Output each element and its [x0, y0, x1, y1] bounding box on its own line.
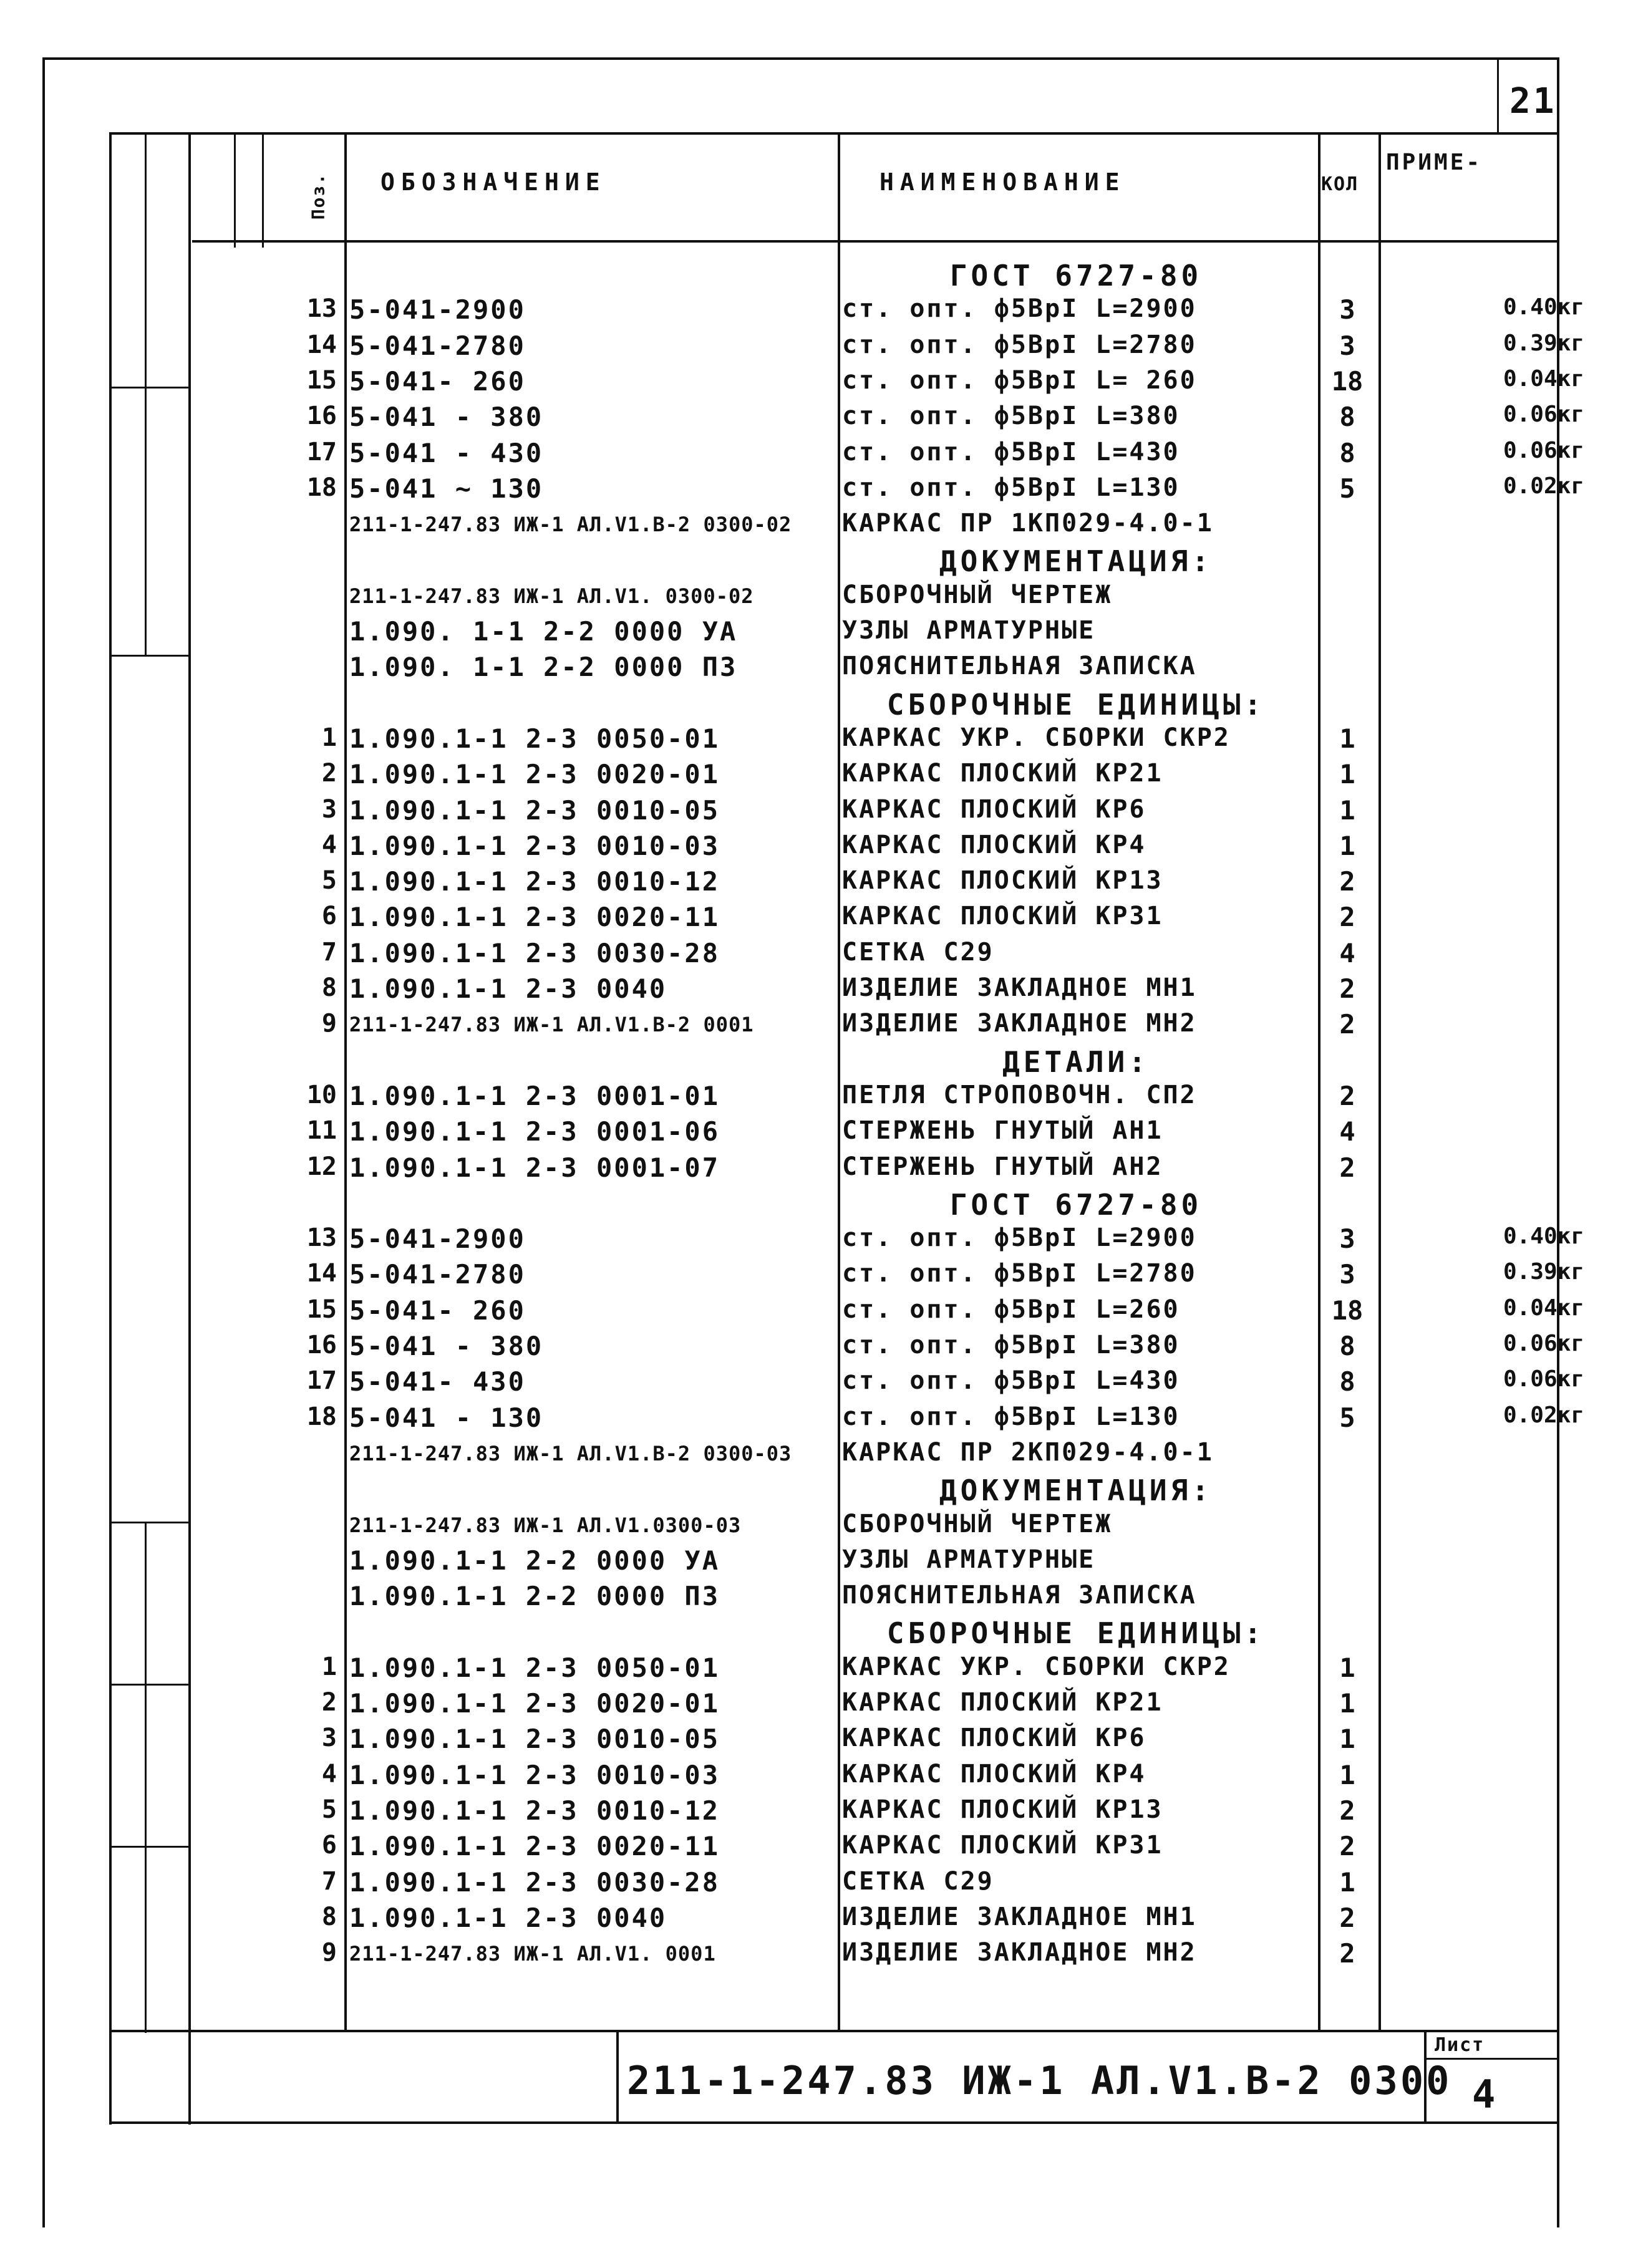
- row-name: КАРКАС УКР. СБОРКИ СКР2: [842, 1653, 1231, 1681]
- row-position: 1: [321, 723, 337, 752]
- table-row: [0, 438, 1628, 473]
- row-name: КАРКАС ПЛОСКИЙ КР31: [842, 902, 1163, 930]
- row-name: ИЗДЕЛИЕ ЗАКЛАДНОЕ МН1: [842, 973, 1197, 1002]
- table-row: [0, 1045, 1628, 1081]
- row-quantity: 3: [1339, 294, 1355, 325]
- table-row: [0, 1331, 1628, 1366]
- row-note: 0.06кг: [1503, 1366, 1584, 1392]
- table-row: [0, 1474, 1628, 1509]
- row-quantity: 1: [1339, 795, 1355, 826]
- row-quantity: 3: [1339, 331, 1355, 361]
- table-row: [0, 1616, 1628, 1652]
- row-position: 4: [321, 831, 337, 859]
- row-designation: 5-041 - 130: [349, 1402, 544, 1433]
- row-quantity: 3: [1339, 1259, 1355, 1290]
- row-designation: 211-1-247.83 ИЖ-1 АЛ.V1.В-2 0300-03: [349, 1442, 792, 1465]
- table-row: [0, 1366, 1628, 1402]
- strip-line-5: [262, 132, 264, 248]
- table-bottom-line: [109, 2030, 1559, 2032]
- table-row: [0, 652, 1628, 687]
- header-qty: КОЛ: [1321, 173, 1359, 195]
- row-name: КАРКАС ПЛОСКИЙ КР21: [842, 759, 1163, 788]
- row-quantity: 2: [1339, 1795, 1355, 1826]
- row-name: СТЕРЖЕНЬ ГНУТЫЙ АН1: [842, 1116, 1163, 1145]
- table-row: [0, 938, 1628, 973]
- document-code: 211-1-247.83 ИЖ-1 АЛ.V1.В-2 0300: [627, 2058, 1452, 2103]
- title-block-sep-1: [616, 2030, 619, 2123]
- row-designation: 1.090.1-1 2-3 0040: [349, 1903, 667, 1933]
- table-row: [0, 1867, 1628, 1903]
- row-designation: 5-041-2900: [349, 1223, 526, 1254]
- row-position: 15: [306, 366, 337, 395]
- table-row: [0, 866, 1628, 902]
- row-name: ИЗДЕЛИЕ ЗАКЛАДНОЕ МН2: [842, 1938, 1197, 1967]
- row-designation: 1.090.1-1 2-2 0000 ПЗ: [349, 1581, 720, 1611]
- row-designation: 5-041 - 380: [349, 402, 544, 432]
- row-name: ст. опт. ф5ВрI L=130: [842, 473, 1180, 502]
- row-name: КАРКАС ПЛОСКИЙ КР21: [842, 1688, 1163, 1717]
- row-position: 2: [321, 1688, 337, 1717]
- row-quantity: 1: [1339, 1688, 1355, 1719]
- row-designation: 1.090.1-1 2-2 0000 УА: [349, 1545, 720, 1576]
- row-position: 7: [321, 938, 337, 967]
- table-row: [0, 759, 1628, 794]
- header-bottom-line: [192, 240, 1559, 243]
- table-row: [0, 1510, 1628, 1545]
- row-section-heading: СБОРОЧНЫЕ ЕДИНИЦЫ:: [886, 688, 1266, 721]
- row-quantity: 1: [1339, 759, 1355, 789]
- row-designation: 5-041 ~ 130: [349, 473, 544, 504]
- row-designation: 211-1-247.83 ИЖ-1 АЛ.V1.В-2 0300-02: [349, 513, 792, 536]
- table-row: [0, 1116, 1628, 1152]
- page-bottom-line: [109, 2121, 1559, 2124]
- table-row: [0, 1545, 1628, 1581]
- row-name: КАРКАС ПЛОСКИЙ КР13: [842, 1795, 1163, 1824]
- row-designation: 5-041 - 430: [349, 438, 544, 468]
- row-quantity: 1: [1339, 1760, 1355, 1790]
- row-designation: 5-041- 260: [349, 1295, 526, 1326]
- row-designation: 1.090.1-1 2-3 0010-03: [349, 831, 720, 861]
- row-name: ИЗДЕЛИЕ ЗАКЛАДНОЕ МН1: [842, 1903, 1197, 1931]
- row-note: 0.40кг: [1503, 294, 1584, 320]
- row-quantity: 8: [1339, 1366, 1355, 1397]
- row-quantity: 8: [1339, 1331, 1355, 1361]
- row-position: 14: [306, 1259, 337, 1288]
- row-name: КАРКАС УКР. СБОРКИ СКР2: [842, 723, 1231, 752]
- row-designation: 5-041- 430: [349, 1366, 526, 1397]
- row-section-heading: ДОКУМЕНТАЦИЯ:: [939, 544, 1213, 578]
- row-position: 10: [306, 1081, 337, 1109]
- row-position: 6: [321, 1831, 337, 1860]
- table-row: [0, 1081, 1628, 1116]
- table-row: [0, 1653, 1628, 1688]
- row-name: ПЕТЛЯ СТРОПОВОЧН. СП2: [842, 1081, 1197, 1109]
- row-name: КАРКАС ПЛОСКИЙ КР4: [842, 1760, 1146, 1788]
- row-quantity: 1: [1339, 723, 1355, 754]
- row-position: 8: [321, 1903, 337, 1931]
- table-row: [0, 723, 1628, 759]
- row-name: ст. опт. ф5ВрI L=2780: [842, 1259, 1197, 1288]
- row-section-heading: ДОКУМЕНТАЦИЯ:: [939, 1474, 1213, 1507]
- table-row: [0, 1795, 1628, 1831]
- row-quantity: 1: [1339, 831, 1355, 861]
- table-row: [0, 1188, 1628, 1223]
- row-name: КАРКАС ПЛОСКИЙ КР4: [842, 831, 1146, 859]
- table-row: [0, 402, 1628, 437]
- table-row: [0, 1831, 1628, 1866]
- table-row: [0, 1724, 1628, 1759]
- row-designation: 1.090.1-1 2-3 0010-05: [349, 1724, 720, 1754]
- row-position: 6: [321, 902, 337, 930]
- row-designation: 1.090.1-1 2-3 0001-01: [349, 1081, 720, 1111]
- row-designation: 1.090.1-1 2-3 0010-12: [349, 866, 720, 897]
- row-note: 0.06кг: [1503, 402, 1584, 427]
- header-pos-label: Поз.: [308, 172, 329, 220]
- row-note: 0.06кг: [1503, 438, 1584, 463]
- sheet-label: Лист: [1435, 2034, 1485, 2056]
- row-name: СБОРОЧНЫЙ ЧЕРТЕЖ: [842, 581, 1113, 609]
- row-position: 15: [306, 1295, 337, 1324]
- row-designation: 5-041-2780: [349, 1259, 526, 1290]
- row-quantity: 2: [1339, 902, 1355, 932]
- row-quantity: 2: [1339, 1938, 1355, 1969]
- row-designation: 1.090.1-1 2-3 0001-06: [349, 1116, 720, 1147]
- row-position: 18: [306, 1402, 337, 1431]
- row-name: ст. опт. ф5ВрI L= 260: [842, 366, 1197, 395]
- table-row: [0, 1438, 1628, 1474]
- row-name: КАРКАС ПР 1КП029-4.0-1: [842, 509, 1214, 538]
- table-row: [0, 581, 1628, 616]
- table-row: [0, 473, 1628, 509]
- table-row: [0, 1295, 1628, 1331]
- row-position: 4: [321, 1760, 337, 1788]
- row-quantity: 2: [1339, 1831, 1355, 1861]
- table-row: [0, 795, 1628, 831]
- sheet-corner-number: 21: [1509, 81, 1557, 122]
- row-designation: 1.090.1-1 2-3 0020-01: [349, 1688, 720, 1719]
- corner-box-left: [1497, 57, 1499, 133]
- row-section-heading: ГОСТ 6727-80: [949, 1188, 1203, 1222]
- table-row: [0, 509, 1628, 544]
- row-name: ст. опт. ф5ВрI L=2900: [842, 294, 1197, 323]
- row-designation: 1.090.1-1 2-3 0020-11: [349, 902, 720, 932]
- row-designation: 1.090.1-1 2-3 0001-07: [349, 1152, 720, 1183]
- row-position: 3: [321, 1724, 337, 1752]
- row-designation: 1.090. 1-1 2-2 0000 ПЗ: [349, 652, 738, 682]
- row-position: 16: [306, 402, 337, 430]
- row-quantity: 5: [1339, 473, 1355, 504]
- row-name: ст. опт. ф5ВрI L=2900: [842, 1223, 1197, 1252]
- row-name: УЗЛЫ АРМАТУРНЫЕ: [842, 1545, 1096, 1574]
- row-name: СЕТКА С29: [842, 1867, 994, 1896]
- row-quantity: 4: [1339, 1116, 1355, 1147]
- row-designation: 5-041- 260: [349, 366, 526, 397]
- row-name: ПОЯСНИТЕЛЬНАЯ ЗАПИСКА: [842, 652, 1197, 680]
- row-designation: 1.090.1-1 2-3 0010-03: [349, 1760, 720, 1790]
- table-row: [0, 973, 1628, 1009]
- table-row: [0, 366, 1628, 402]
- row-designation: 5-041-2780: [349, 331, 526, 361]
- row-note: 0.06кг: [1503, 1331, 1584, 1356]
- table-row: [0, 1009, 1628, 1045]
- table-row: [0, 544, 1628, 580]
- row-position: 2: [321, 759, 337, 788]
- row-quantity: 2: [1339, 1903, 1355, 1933]
- row-position: 8: [321, 973, 337, 1002]
- table-row: [0, 1581, 1628, 1616]
- row-name: СБОРОЧНЫЙ ЧЕРТЕЖ: [842, 1510, 1113, 1538]
- table-top-line: [109, 132, 1559, 135]
- table-row: [0, 259, 1628, 294]
- header-note: ПРИМЕ-: [1386, 150, 1483, 175]
- row-name: ИЗДЕЛИЕ ЗАКЛАДНОЕ МН2: [842, 1009, 1197, 1038]
- row-name: КАРКАС ПЛОСКИЙ КР6: [842, 795, 1146, 824]
- row-position: 5: [321, 1795, 337, 1824]
- row-name: ст. опт. ф5ВрI L=380: [842, 402, 1180, 430]
- row-position: 16: [306, 1331, 337, 1359]
- row-name: ст. опт. ф5ВрI L=2780: [842, 331, 1197, 359]
- strip-line-4: [234, 132, 236, 248]
- row-position: 17: [306, 438, 337, 466]
- row-position: 11: [306, 1116, 337, 1145]
- row-position: 14: [306, 331, 337, 359]
- row-position: 5: [321, 866, 337, 895]
- row-designation: 1.090.1-1 2-3 0010-05: [349, 795, 720, 826]
- sheet-number: 4: [1472, 2072, 1498, 2117]
- row-quantity: 8: [1339, 402, 1355, 432]
- row-name: ст. опт. ф5ВрI L=380: [842, 1331, 1180, 1359]
- row-designation: 211-1-247.83 ИЖ-1 АЛ.V1. 0300-02: [349, 584, 754, 608]
- row-designation: 211-1-247.83 ИЖ-1 АЛ.V1.0300-03: [349, 1513, 742, 1537]
- table-row: [0, 1903, 1628, 1938]
- row-name: КАРКАС ПЛОСКИЙ КР13: [842, 866, 1163, 895]
- row-name: ст. опт. ф5ВрI L=430: [842, 438, 1180, 466]
- row-quantity: 2: [1339, 973, 1355, 1004]
- row-name: СЕТКА С29: [842, 938, 994, 967]
- row-quantity: 4: [1339, 938, 1355, 968]
- row-position: 9: [321, 1938, 337, 1967]
- table-row: [0, 1152, 1628, 1188]
- table-row: [0, 1223, 1628, 1259]
- row-quantity: 2: [1339, 1152, 1355, 1183]
- row-name: ПОЯСНИТЕЛЬНАЯ ЗАПИСКА: [842, 1581, 1197, 1609]
- table-row: [0, 1688, 1628, 1724]
- row-quantity: 1: [1339, 1724, 1355, 1754]
- row-section-heading: СБОРОЧНЫЕ ЕДИНИЦЫ:: [886, 1616, 1266, 1650]
- row-name: СТЕРЖЕНЬ ГНУТЫЙ АН2: [842, 1152, 1163, 1181]
- row-position: 9: [321, 1009, 337, 1038]
- table-row: [0, 902, 1628, 937]
- row-designation: 1.090.1-1 2-3 0030-28: [349, 1867, 720, 1898]
- row-designation: 1.090. 1-1 2-2 0000 УА: [349, 616, 738, 647]
- row-note: 0.39кг: [1503, 1259, 1584, 1285]
- table-row: [0, 831, 1628, 866]
- row-quantity: 2: [1339, 866, 1355, 897]
- row-quantity: 18: [1331, 1295, 1364, 1326]
- table-row: [0, 1402, 1628, 1438]
- row-position: 12: [306, 1152, 337, 1181]
- row-quantity: 2: [1339, 1009, 1355, 1040]
- row-name: ст. опт. ф5ВрI L=260: [842, 1295, 1180, 1324]
- row-note: 0.04кг: [1503, 1295, 1584, 1321]
- row-quantity: 8: [1339, 438, 1355, 468]
- row-position: 18: [306, 473, 337, 502]
- header-designation: ОБОЗНАЧЕНИЕ: [380, 168, 606, 196]
- row-designation: 1.090.1-1 2-3 0050-01: [349, 723, 720, 754]
- row-designation: 1.090.1-1 2-3 0020-01: [349, 759, 720, 789]
- row-name: УЗЛЫ АРМАТУРНЫЕ: [842, 616, 1096, 645]
- row-position: 13: [306, 1223, 337, 1252]
- table-row: [0, 616, 1628, 652]
- row-quantity: 3: [1339, 1223, 1355, 1254]
- row-note: 0.02кг: [1503, 473, 1584, 499]
- row-quantity: 18: [1331, 366, 1364, 397]
- row-note: 0.40кг: [1503, 1223, 1584, 1249]
- row-position: 3: [321, 795, 337, 824]
- row-position: 13: [306, 294, 337, 323]
- row-designation: 1.090.1-1 2-3 0030-28: [349, 938, 720, 968]
- row-section-heading: ГОСТ 6727-80: [949, 259, 1203, 292]
- row-designation: 211-1-247.83 ИЖ-1 АЛ.V1. 0001: [349, 1942, 716, 1966]
- row-designation: 1.090.1-1 2-3 0010-12: [349, 1795, 720, 1826]
- row-designation: 1.090.1-1 2-3 0020-11: [349, 1831, 720, 1861]
- row-section-heading: ДЕТАЛИ:: [1002, 1045, 1150, 1079]
- table-row: [0, 688, 1628, 723]
- row-designation: 1.090.1-1 2-3 0040: [349, 973, 667, 1004]
- row-quantity: 1: [1339, 1653, 1355, 1683]
- table-row: [0, 1760, 1628, 1795]
- row-note: 0.02кг: [1503, 1402, 1584, 1428]
- row-name: КАРКАС ПР 2КП029-4.0-1: [842, 1438, 1214, 1467]
- table-row: [0, 1938, 1628, 1974]
- row-designation: 5-041-2900: [349, 294, 526, 325]
- table-row: [0, 331, 1628, 366]
- row-note: 0.04кг: [1503, 366, 1584, 392]
- header-name: НАИМЕНОВАНИЕ: [879, 168, 1126, 196]
- outer-frame-top: [44, 57, 1559, 60]
- row-designation: 211-1-247.83 ИЖ-1 АЛ.V1.В-2 0001: [349, 1013, 754, 1036]
- row-quantity: 5: [1339, 1402, 1355, 1433]
- row-name: ст. опт. ф5ВрI L=430: [842, 1366, 1180, 1395]
- row-designation: 1.090.1-1 2-3 0050-01: [349, 1653, 720, 1683]
- row-position: 17: [306, 1366, 337, 1395]
- row-name: ст. опт. ф5ВрI L=130: [842, 1402, 1180, 1431]
- row-designation: 5-041 - 380: [349, 1331, 544, 1361]
- table-row: [0, 1259, 1628, 1295]
- row-name: КАРКАС ПЛОСКИЙ КР6: [842, 1724, 1146, 1752]
- row-quantity: 1: [1339, 1867, 1355, 1898]
- row-position: 7: [321, 1867, 337, 1896]
- row-name: КАРКАС ПЛОСКИЙ КР31: [842, 1831, 1163, 1860]
- table-row: [0, 294, 1628, 330]
- row-quantity: 2: [1339, 1081, 1355, 1111]
- row-position: 1: [321, 1653, 337, 1681]
- row-note: 0.39кг: [1503, 331, 1584, 356]
